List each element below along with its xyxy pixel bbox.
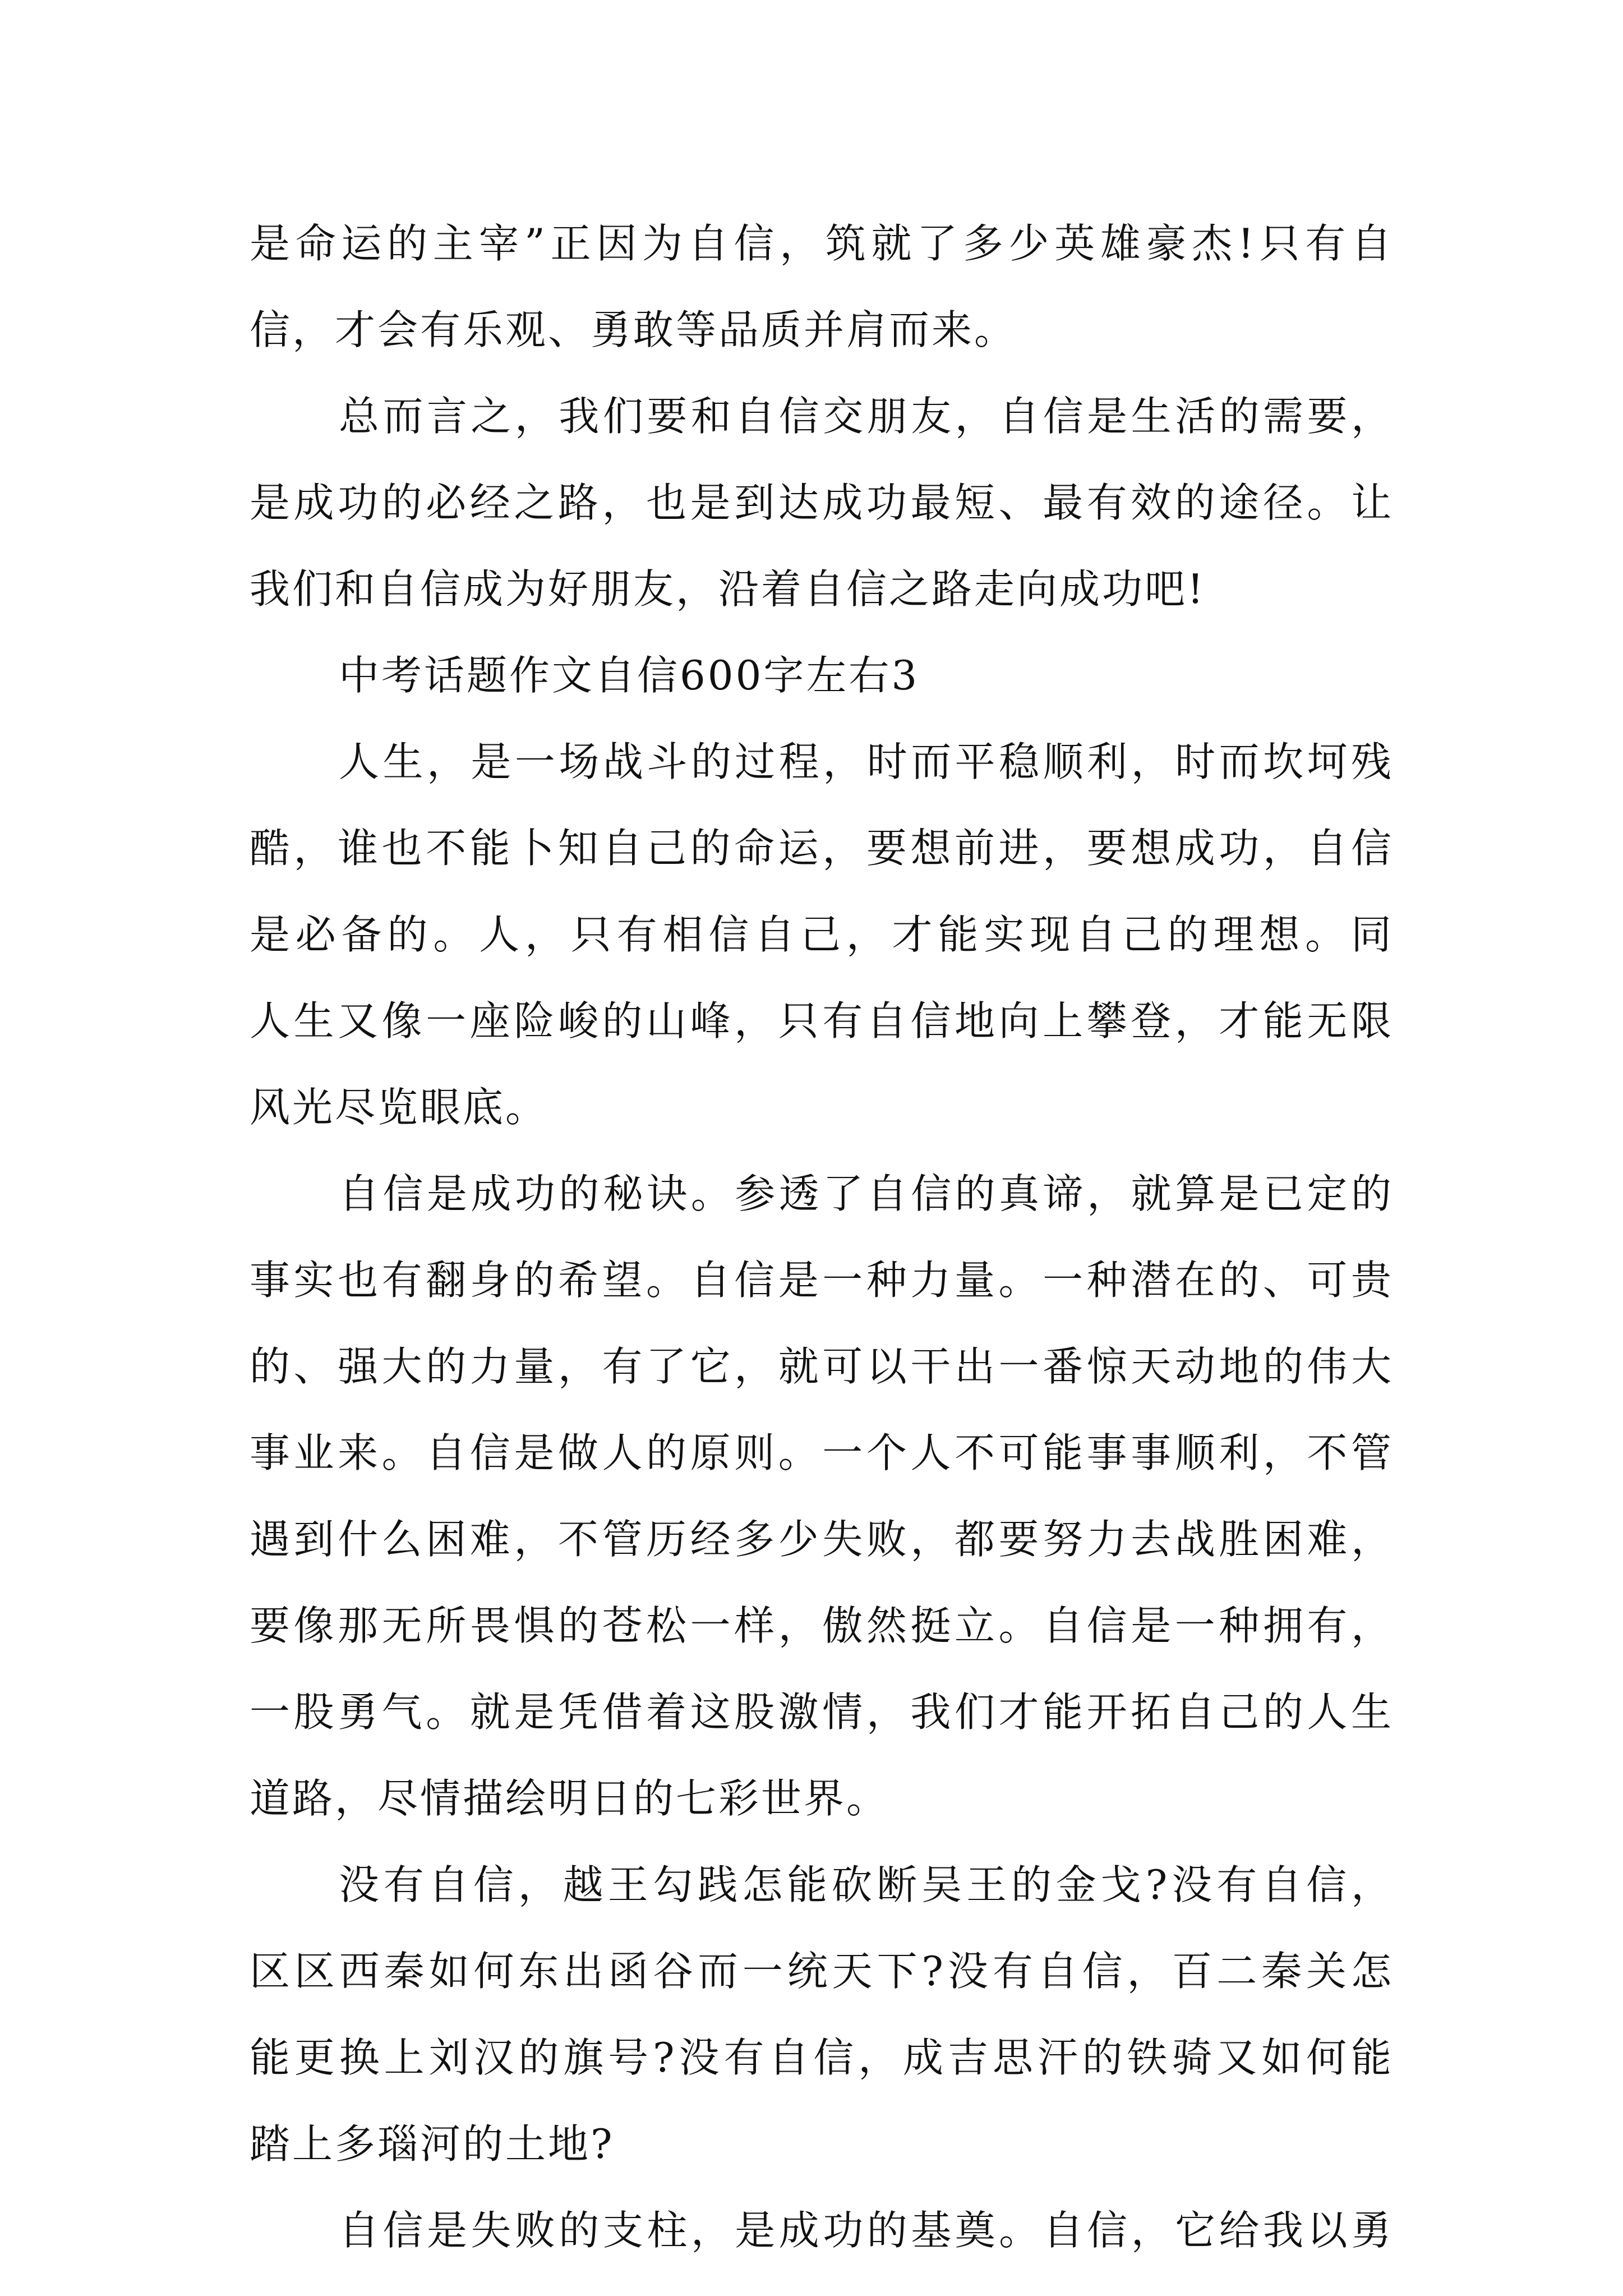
paragraph-first-line: 人生，是一场战斗的过程，时而平稳顺利，时而坎坷残 (339, 738, 1394, 785)
paragraph-first-line: 自信是失败的支柱，是成功的基奠。自信，它给我以勇 (339, 2207, 1394, 2254)
section-heading: 中考话题作文自信600字左右3 (339, 652, 920, 699)
text-line: 事业来。自信是做人的原则。一个人不可能事事顺利，不管 (250, 1429, 1394, 1476)
text-line: 我们和自信成为好朋友，沿着自信之路走向成功吧! (250, 565, 1206, 613)
text-line: 人生又像一座险峻的山峰，只有自信地向上攀登，才能无限 (250, 997, 1394, 1045)
text-line: 信，才会有乐观、勇敢等品质并肩而来。 (250, 306, 1017, 353)
text-line: 踏上多瑙河的土地? (250, 2120, 615, 2168)
text-line: 是命运的主宰”正因为自信，筑就了多少英雄豪杰!只有自 (250, 220, 1394, 267)
text-line: 遇到什么困难，不管历经多少失败，都要努力去战胜困难， (250, 1516, 1394, 1563)
text-line: 一股勇气。就是凭借着这股激情，我们才能开拓自己的人生 (250, 1688, 1394, 1736)
paragraph-first-line: 自信是成功的秘诀。参透了自信的真谛，就算是已定的 (339, 1170, 1394, 1217)
text-line: 酷，谁也不能卜知自己的命运，要想前进，要想成功，自信 (250, 825, 1394, 872)
paragraph-first-line: 总而言之，我们要和自信交朋友，自信是生活的需要， (339, 393, 1394, 440)
text-line: 事实也有翻身的希望。自信是一种力量。一种潜在的、可贵 (250, 1257, 1394, 1304)
text-line: 区区西秦如何东出函谷而一统天下?没有自信，百二秦关怎 (250, 1948, 1394, 1995)
text-line: 是成功的必经之路，也是到达成功最短、最有效的途径。让 (250, 479, 1394, 526)
text-line: 道路，尽情描绘明日的七彩世界。 (250, 1775, 889, 1822)
text-line: 风光尽览眼底。 (250, 1084, 548, 1131)
paragraph-first-line: 没有自信，越王勾践怎能砍断吴王的金戈?没有自信， (339, 1861, 1394, 1908)
text-line: 是必备的。人，只有相信自己，才能实现自己的理想。同 (250, 911, 1394, 958)
text-line: 要像那无所畏惧的苍松一样，傲然挺立。自信是一种拥有， (250, 1602, 1394, 1649)
text-line: 能更换上刘汉的旗号?没有自信，成吉思汗的铁骑又如何能 (250, 2034, 1394, 2081)
text-line: 的、强大的力量，有了它，就可以干出一番惊天动地的伟大 (250, 1343, 1394, 1390)
